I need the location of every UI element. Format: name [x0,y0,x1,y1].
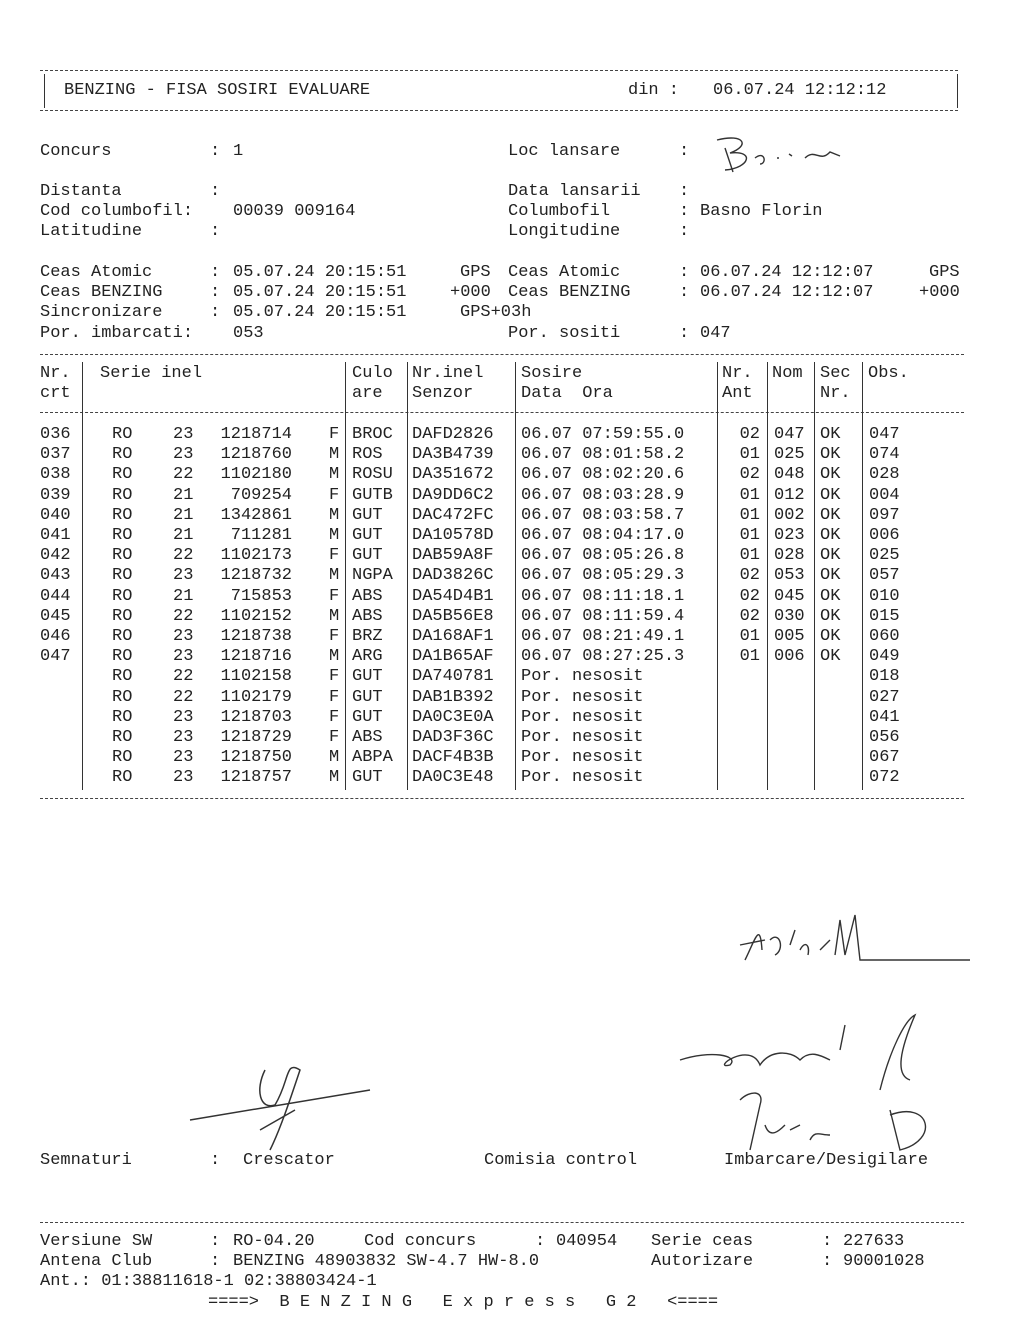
cell-ring-number: 1218703 [220,707,292,727]
column-separator [407,362,408,790]
column-separator [345,362,346,790]
th-crt: crt [40,384,71,403]
cell-sex: F [329,707,340,727]
cell-sensor: DA9DD6C2 [412,485,494,505]
cell-nom: 002 [774,505,805,525]
th-nr-ant: Nr. [722,364,753,383]
antena-value: BENZING 48903832 SW-4.7 HW-8.0 [233,1252,540,1271]
cell-antenna: 01 [739,526,760,545]
cell-arrival: Por. nesosit [521,768,644,788]
cell-year: 21 [173,526,194,545]
cell-year: 23 [173,627,194,646]
cell-sex: M [329,526,340,545]
cell-nom: 025 [774,445,805,465]
colon: : [679,324,690,343]
cell-nom: 028 [774,546,805,566]
cell-year: 23 [173,748,194,768]
cell-arrival: 06.07 08:27:25.3 [521,647,685,667]
cell-ring-number: 1218738 [220,627,292,646]
cell-sensor: DAD3F36C [412,728,494,747]
cell-sex: M [329,606,340,626]
cell-ring-number: 715853 [230,586,292,606]
sositi-value: 047 [700,324,731,343]
th-sosire: Sosire [521,364,583,383]
cell-country: RO [112,586,133,606]
ceas-benzing-end-suffix: +000 [919,283,960,302]
cell-antenna: 01 [739,546,760,566]
cell-country: RO [112,445,133,465]
cell-ring-number: 709254 [230,485,292,505]
cell-sensor: DA54D4B1 [412,586,494,606]
cell-year: 23 [173,707,194,727]
cell-sex: F [329,425,340,444]
cell-ring-number: 1342861 [220,505,292,525]
cell-antenna: 02 [739,566,760,586]
crescator-signature [180,1050,380,1160]
cell-ring-number: 711281 [230,526,292,545]
cell-sensor: DA740781 [412,667,494,687]
cell-sex: F [329,485,340,505]
colon: : [210,222,221,241]
colon: : [679,263,690,282]
cell-obs: 074 [869,445,900,465]
cell-sensor: DAD3826C [412,566,494,586]
cell-sec: OK [820,546,841,566]
cell-year: 21 [173,505,194,525]
cell-year: 22 [173,546,194,566]
cell-nom: 030 [774,606,805,626]
colon: : [210,142,221,161]
cell-arrival: 06.07 08:05:26.8 [521,546,685,566]
antena-label: Antena Club [40,1252,153,1271]
cell-sensor: DA3B4739 [412,445,494,465]
ceas-benzing-end: 06.07.24 12:12:07 [700,283,874,302]
ceas-benzing-start-suffix: +000 [450,283,491,302]
colon: : [822,1232,833,1251]
cod-concurs-label: Cod concurs [364,1232,477,1251]
imbarcati-value: 053 [233,324,264,343]
cell-sex: F [329,586,340,606]
cell-ring-number: 1218757 [220,768,292,788]
cell-obs: 072 [869,768,900,788]
cell-nr-crt: 039 [40,485,71,505]
cell-year: 23 [173,768,194,788]
cell-obs: 006 [869,526,900,545]
cell-sec: OK [820,647,841,667]
th-nr-inel: Nr.inel [412,364,484,383]
distanta-label: Distanta [40,182,122,201]
cell-obs: 047 [869,425,900,444]
loc-lansare-label: Loc lansare [508,142,621,161]
cell-sensor: DAB59A8F [412,546,494,566]
cell-color: GUT [352,707,383,727]
cell-color: BRZ [352,627,383,646]
header-border-top [40,70,958,71]
cell-antenna: 01 [739,505,760,525]
cell-obs: 097 [869,505,900,525]
colon: : [210,1151,221,1170]
cell-sex: M [329,445,340,465]
th-senzor: Senzor [412,384,474,403]
cell-arrival: 06.07 08:01:58.2 [521,445,685,465]
cell-nr-crt: 040 [40,505,71,525]
cell-country: RO [112,505,133,525]
column-separator [717,362,718,790]
cell-sensor: DA5B56E8 [412,606,494,626]
cell-obs: 015 [869,606,900,626]
din-value: 06.07.24 12:12:12 [713,81,887,100]
cell-country: RO [112,687,133,707]
colon: : [210,283,221,302]
colon: : [210,1252,221,1271]
cell-country: RO [112,526,133,545]
document-title: BENZING - FISA SOSIRI EVALUARE [64,81,371,100]
cell-arrival: 06.07 08:04:17.0 [521,526,685,545]
cell-antenna: 01 [739,445,760,465]
cell-sex: M [329,505,340,525]
cell-country: RO [112,768,133,788]
table-header-divider [40,412,964,413]
cell-ring-number: 1218732 [220,566,292,586]
th-nr: Nr. [40,364,71,383]
colon: : [210,263,221,282]
cell-ring-number: 1218716 [220,647,292,667]
cell-color: GUT [352,667,383,687]
cell-antenna: 02 [739,606,760,626]
cell-country: RO [112,546,133,566]
cell-nr-crt: 042 [40,546,71,566]
cell-nr-crt: 038 [40,465,71,485]
cell-arrival: 06.07 08:03:28.9 [521,485,685,505]
cell-arrival: 06.07 08:11:18.1 [521,586,685,606]
cell-nr-crt: 037 [40,445,71,465]
cell-arrival: 06.07 08:21:49.1 [521,627,685,646]
th-sec-nr: Nr. [820,384,851,403]
loc-lansare-handwriting [705,128,855,183]
table-border-bottom [40,798,964,799]
cell-year: 23 [173,445,194,465]
serie-ceas-value: 227633 [843,1232,905,1251]
colon: : [679,222,690,241]
cod-concurs-value: 040954 [556,1232,618,1251]
cell-nr-crt: 046 [40,627,71,646]
cell-sec: OK [820,425,841,444]
cell-color: GUT [352,546,383,566]
cell-nom: 012 [774,485,805,505]
cell-sex: M [329,748,340,768]
cell-arrival: Por. nesosit [521,728,644,747]
cell-antenna: 01 [739,485,760,505]
cell-obs: 010 [869,586,900,606]
cell-nr-crt: 041 [40,526,71,545]
header-border-bottom [40,110,958,111]
commission-signatures [670,900,990,1160]
cell-ring-number: 1102179 [220,687,292,707]
column-separator [515,362,516,790]
ceas-atomic-label-2: Ceas Atomic [508,263,621,282]
cell-nr-crt: 043 [40,566,71,586]
cell-sex: M [329,647,340,667]
cell-sex: M [329,768,340,788]
cell-nom: 045 [774,586,805,606]
th-obs: Obs. [868,364,909,383]
cell-country: RO [112,627,133,646]
cell-arrival: Por. nesosit [521,687,644,707]
colon: : [210,182,221,201]
crescator-label: Crescator [243,1151,335,1170]
cell-sex: F [329,667,340,687]
th-serie-inel: Serie inel [100,364,203,383]
cell-color: ROS [352,445,383,465]
cell-year: 21 [173,586,194,606]
cell-color: GUT [352,505,383,525]
ceas-benzing-start: 05.07.24 20:15:51 [233,283,407,302]
cell-sec: OK [820,566,841,586]
cell-antenna: 01 [739,647,760,667]
cell-arrival: Por. nesosit [521,667,644,687]
colon: : [679,142,690,161]
cell-year: 23 [173,728,194,747]
cell-year: 22 [173,667,194,687]
cell-year: 22 [173,606,194,626]
cell-arrival: 06.07 08:02:20.6 [521,465,685,485]
cell-country: RO [112,425,133,444]
cell-sex: F [329,627,340,646]
sincronizare-suffix: GPS+03h [460,303,532,322]
sincronizare-value: 05.07.24 20:15:51 [233,303,407,322]
cell-color: GUTB [352,485,393,505]
cell-color: BROC [352,425,393,444]
cell-obs: 028 [869,465,900,485]
columbofil-label: Columbofil [508,202,611,221]
column-separator [862,362,863,790]
cell-sensor: DA0C3E0A [412,707,494,727]
cell-ring-number: 1102158 [220,667,292,687]
cell-obs: 057 [869,566,900,586]
cell-color: GUT [352,687,383,707]
cell-nr-crt: 047 [40,647,71,667]
cell-ring-number: 1102180 [220,465,292,485]
cell-nr-crt: 044 [40,586,71,606]
cell-arrival: Por. nesosit [521,707,644,727]
cell-sex: F [329,728,340,747]
cell-country: RO [112,465,133,485]
table-border-top [40,354,964,355]
cell-year: 23 [173,647,194,667]
cell-arrival: 06.07 07:59:55.0 [521,425,685,444]
cell-sex: F [329,546,340,566]
cell-country: RO [112,748,133,768]
cell-year: 23 [173,566,194,586]
cell-ring-number: 1218760 [220,445,292,465]
ceas-atomic-start-suffix: GPS [460,263,491,282]
cell-nom: 047 [774,425,805,444]
cell-sec: OK [820,465,841,485]
cell-arrival: 06.07 08:03:58.7 [521,505,685,525]
cell-sec: OK [820,627,841,646]
autorizare-value: 90001028 [843,1252,925,1271]
ceas-atomic-label: Ceas Atomic [40,263,153,282]
cell-sensor: DA10578D [412,526,494,545]
cell-obs: 041 [869,707,900,727]
cell-obs: 018 [869,667,900,687]
cell-sensor: DA351672 [412,465,494,485]
cell-obs: 049 [869,647,900,667]
sincronizare-label: Sincronizare [40,303,163,322]
cell-nr-crt: 045 [40,606,71,626]
ceas-benzing-label-2: Ceas BENZING [508,283,631,302]
imbarcati-label: Por. imbarcati: [40,324,194,343]
cell-country: RO [112,667,133,687]
cell-color: ARG [352,647,383,667]
colon: : [535,1232,546,1251]
cell-color: ROSU [352,465,393,485]
data-lansarii-label: Data lansarii [508,182,641,201]
cell-obs: 004 [869,485,900,505]
ceas-atomic-end: 06.07.24 12:12:07 [700,263,874,282]
cell-country: RO [112,728,133,747]
cell-color: ABS [352,586,383,606]
imbarcare-desigilare-label: Imbarcare/Desigilare [724,1151,929,1170]
cell-obs: 025 [869,546,900,566]
cell-nr-crt: 036 [40,425,71,444]
cell-sex: M [329,465,340,485]
colon: : [679,182,690,201]
cell-ring-number: 1218750 [220,748,292,768]
cell-sensor: DA0C3E48 [412,768,494,788]
column-separator [814,362,815,790]
cell-sec: OK [820,485,841,505]
cell-country: RO [112,707,133,727]
cell-color: ABPA [352,748,393,768]
cod-columbofil-value: 00039 009164 [233,202,356,221]
product-banner: ====> B E N Z I N G E x p r e s s G 2 <==== [208,1293,719,1312]
concurs-label: Concurs [40,142,112,161]
cell-sensor: DA168AF1 [412,627,494,646]
cell-ring-number: 1218729 [220,728,292,747]
footer-divider [40,1222,964,1223]
cell-year: 21 [173,485,194,505]
comisia-control-label: Comisia control [484,1151,638,1170]
versiune-value: RO-04.20 [233,1232,315,1251]
cell-year: 23 [173,425,194,444]
th-are: are [352,384,383,403]
columbofil-value: Basno Florin [700,202,823,221]
cod-columbofil-label: Cod columbofil: [40,202,194,221]
ceas-benzing-label: Ceas BENZING [40,283,163,302]
cell-antenna: 02 [739,425,760,444]
cell-sec: OK [820,606,841,626]
colon: : [679,283,690,302]
antenna-serials: Ant.: 01:38811618-1 02:38803424-1 [40,1272,377,1291]
th-data-ora: Data Ora [521,384,613,403]
cell-arrival: Por. nesosit [521,748,644,768]
cell-nom: 048 [774,465,805,485]
header-border-right [957,74,958,108]
colon: : [210,1232,221,1251]
autorizare-label: Autorizare [651,1252,754,1271]
cell-sec: OK [820,505,841,525]
cell-ring-number: 1102173 [220,546,292,566]
cell-sensor: DAFD2826 [412,425,494,444]
cell-sensor: DAC472FC [412,505,494,525]
concurs-value: 1 [233,142,244,161]
cell-country: RO [112,647,133,667]
cell-sex: M [329,566,340,586]
cell-sensor: DA1B65AF [412,647,494,667]
cell-color: GUT [352,526,383,545]
cell-antenna: 01 [739,627,760,646]
cell-nom: 053 [774,566,805,586]
cell-country: RO [112,566,133,586]
th-culo: Culo [352,364,393,383]
cell-color: NGPA [352,566,393,586]
ceas-atomic-start: 05.07.24 20:15:51 [233,263,407,282]
cell-nom: 006 [774,647,805,667]
cell-nom: 005 [774,627,805,646]
sositi-label: Por. sositi [508,324,621,343]
cell-obs: 056 [869,728,900,747]
cell-country: RO [112,606,133,626]
cell-ring-number: 1102152 [220,606,292,626]
cell-ring-number: 1218714 [220,425,292,444]
cell-sec: OK [820,526,841,545]
header-border-left [44,74,45,108]
cell-sensor: DAB1B392 [412,687,494,707]
column-separator [82,362,83,790]
cell-obs: 060 [869,627,900,646]
cell-year: 22 [173,465,194,485]
cell-year: 22 [173,687,194,707]
longitudine-label: Longitudine [508,222,621,241]
cell-sec: OK [820,445,841,465]
cell-obs: 067 [869,748,900,768]
th-sec: Sec [820,364,851,383]
cell-sec: OK [820,586,841,606]
th-ant: Ant [722,384,753,403]
ceas-atomic-end-suffix: GPS [929,263,960,282]
serie-ceas-label: Serie ceas [651,1232,754,1251]
cell-color: ABS [352,728,383,747]
semnaturi-label: Semnaturi [40,1151,132,1170]
colon: : [822,1252,833,1271]
cell-antenna: 02 [739,465,760,485]
cell-arrival: 06.07 08:05:29.3 [521,566,685,586]
th-nom: Nom [772,364,803,383]
cell-color: ABS [352,606,383,626]
latitudine-label: Latitudine [40,222,143,241]
din-label: din : [628,81,680,100]
cell-arrival: 06.07 08:11:59.4 [521,606,685,626]
cell-obs: 027 [869,687,900,707]
column-separator [767,362,768,790]
versiune-label: Versiune SW [40,1232,153,1251]
cell-sex: F [329,687,340,707]
cell-country: RO [112,485,133,505]
colon: : [210,303,221,322]
cell-color: GUT [352,768,383,788]
colon: : [679,202,690,221]
cell-nom: 023 [774,526,805,545]
cell-sensor: DACF4B3B [412,748,494,768]
cell-antenna: 02 [739,586,760,606]
